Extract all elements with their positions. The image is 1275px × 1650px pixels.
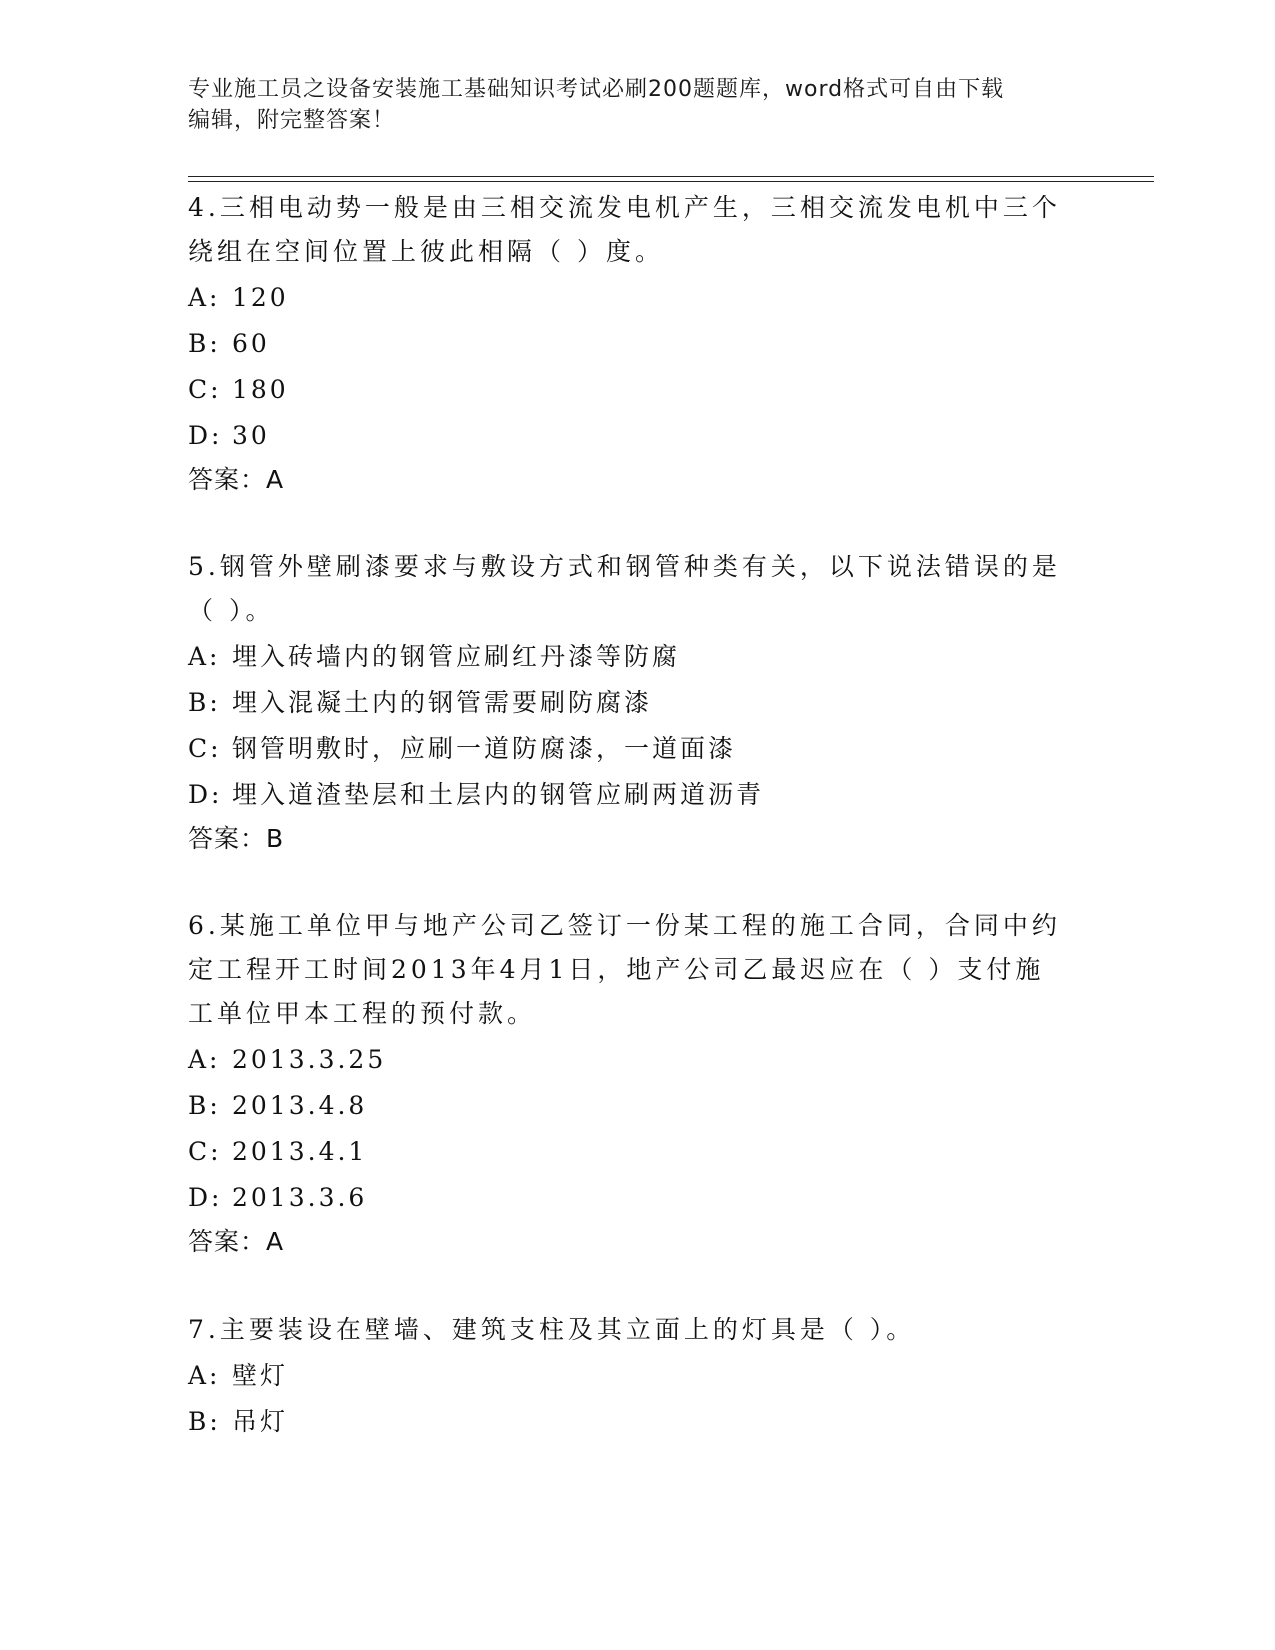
option-b: [188, 1084, 1068, 1128]
option-letter: A:: [188, 642, 221, 671]
option-letter: B:: [188, 329, 221, 358]
option-b: [188, 322, 1068, 366]
option-letter: B:: [188, 1091, 221, 1120]
option-letter: D:: [188, 780, 223, 809]
header-title-line-1: 专业施工员之设备安装施工基础知识考试必刷200题题库，word格式可自由下载: [188, 77, 1005, 102]
option-a: [188, 276, 1068, 320]
option-b: [188, 681, 1068, 725]
option-text: 60: [232, 329, 270, 358]
question-stem-line: 绕组在空间位置上彼此相隔（ ）度。: [188, 237, 664, 266]
option-text: 180: [232, 375, 289, 404]
document-header: [188, 74, 1068, 136]
option-letter: A:: [188, 1361, 221, 1390]
option-a: [188, 635, 1068, 679]
option-text: 吊灯: [232, 1407, 289, 1436]
option-text: 埋入砖墙内的钢管应刷红丹漆等防腐: [232, 642, 681, 671]
answer-line: 答案：A: [188, 465, 285, 494]
option-letter: A:: [188, 283, 221, 312]
option-d: [188, 773, 1068, 817]
option-text: 埋入道渣垫层和土层内的钢管应刷两道沥青: [232, 780, 765, 809]
option-text: 2013.3.25: [232, 1045, 387, 1074]
option-letter: A:: [188, 1045, 221, 1074]
question-stem-line: 5.钢管外壁刷漆要求与敷设方式和钢管种类有关，以下说法错误的是: [188, 552, 1061, 581]
option-c: [188, 727, 1068, 771]
option-text: 30: [232, 421, 270, 450]
question-stem-line: 工单位甲本工程的预付款。: [188, 999, 537, 1028]
header-title-line-2: 编辑，附完整答案！: [188, 108, 396, 133]
option-letter: C:: [188, 734, 222, 763]
option-text: 2013.3.6: [232, 1183, 368, 1212]
header-divider-bottom: [188, 181, 1154, 182]
question-stem-line: 定工程开工时间2013年4月1日，地产公司乙最迟应在（ ）支付施: [188, 955, 1045, 984]
option-c: [188, 1130, 1068, 1174]
option-letter: C:: [188, 1137, 222, 1166]
option-letter: B:: [188, 1407, 221, 1436]
option-letter: D:: [188, 1183, 223, 1212]
question-stem-line: 7.主要装设在壁墙、建筑支柱及其立面上的灯具是（ ）。: [188, 1315, 916, 1344]
option-text: 埋入混凝土内的钢管需要刷防腐漆: [232, 688, 653, 717]
option-letter: D:: [188, 421, 223, 450]
option-text: 钢管明敷时，应刷一道防腐漆，一道面漆: [232, 734, 737, 763]
question-6: [188, 904, 1068, 1264]
option-b: [188, 1400, 1068, 1444]
option-a: [188, 1354, 1068, 1398]
answer-line: 答案：B: [188, 824, 285, 853]
option-d: [188, 1176, 1068, 1220]
answer-line: 答案：A: [188, 1227, 285, 1256]
option-text: 2013.4.1: [232, 1137, 368, 1166]
option-d: [188, 414, 1068, 458]
option-c: [188, 368, 1068, 412]
question-7: [188, 1308, 1068, 1444]
option-letter: B:: [188, 688, 221, 717]
option-letter: C:: [188, 375, 222, 404]
option-a: [188, 1038, 1068, 1082]
option-text: 2013.4.8: [232, 1091, 368, 1120]
header-divider-top: [188, 176, 1154, 177]
question-4: [188, 186, 1068, 502]
question-stem-line: 4.三相电动势一般是由三相交流发电机产生，三相交流发电机中三个: [188, 193, 1061, 222]
option-text: 120: [232, 283, 289, 312]
option-text: 壁灯: [232, 1361, 289, 1390]
question-stem-line: （ ）。: [188, 596, 275, 625]
question-stem-line: 6.某施工单位甲与地产公司乙签订一份某工程的施工合同，合同中约: [188, 911, 1061, 940]
question-5: [188, 545, 1068, 861]
